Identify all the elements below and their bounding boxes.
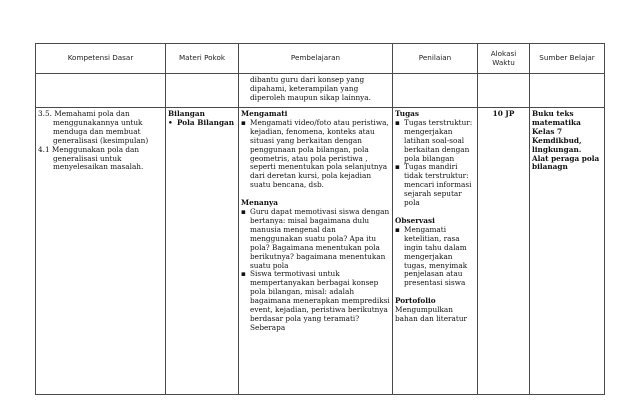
cont-sumber-cell: [530, 74, 605, 108]
header-materi-pokok: Materi Pokok: [166, 44, 239, 74]
header-sumber-belajar: Sumber Belajar: [530, 44, 605, 74]
tugas-title: Tugas: [395, 109, 420, 118]
menanya-item-2: [241, 270, 390, 332]
square-bullet-icon: ▪: [395, 224, 400, 234]
header-alokasi-waktu: Alokasi Waktu: [478, 44, 530, 74]
materi-item: [168, 119, 236, 128]
kd-3-5: 3.5. Memahami pola dan menggunakannya untuk menduga dan membuat generalisasi (kesimpulan): [38, 109, 149, 145]
continuation-row: [36, 74, 605, 108]
portofolio-title: Portofolio: [395, 296, 436, 306]
header-row: [36, 44, 605, 74]
header-penilaian: Penilaian: [393, 44, 478, 74]
sumber-line-2: Alat peraga pola bilanagn: [532, 153, 600, 172]
mengamati-title: Mengamati: [241, 109, 288, 118]
mengamati-item: [241, 119, 390, 190]
square-bullet-icon: ▪: [241, 207, 246, 217]
sumber-line-1: Buku teks matematika Kelas 7 Kemdikbud, lingkungan.: [532, 109, 582, 154]
cont-materi-cell: [166, 74, 239, 108]
tugas-text-1: Tugas terstruktur: mengerjakan latihan soal-soal berkaitan dengan pola bilangan: [404, 117, 473, 163]
tugas-item-1: [395, 119, 475, 164]
cont-line-1: dibantu guru dari konsep yang: [250, 75, 365, 84]
observasi-title: Observasi: [395, 215, 435, 225]
kd-cell: [36, 108, 166, 395]
kd-4-1: 4.1 Menggunakan pola dan generalisasi untuk menyelesaikan masalah.: [38, 144, 144, 172]
pembelajaran-cell: [239, 108, 393, 395]
content-row: [36, 108, 605, 395]
sumber-cell: [530, 108, 605, 395]
alokasi-cell: 10 JP: [478, 108, 530, 395]
tugas-item-2: [395, 163, 475, 208]
cont-penilaian-cell: [393, 74, 478, 108]
menanya-item-1: [241, 208, 390, 270]
cont-kd-cell: [36, 74, 166, 108]
square-bullet-icon: ▪: [241, 117, 246, 127]
square-bullet-icon: ▪: [395, 162, 400, 172]
header-kompetensi-dasar: Kompetensi Dasar: [36, 44, 166, 74]
header-pembelajaran: Pembelajaran: [239, 44, 393, 74]
cont-line-3: diperoleh maupun sikap lainnya.: [250, 92, 371, 102]
menanya-text-2: Siswa termotivasi untuk mempertanyakan berbagai konsep pola bilangan, misal: adalah bagaimana menerapkan memprediksi event, kejadian, peristiwa berikutnya berdasar pola yang teramati? Seberapa: [250, 269, 390, 332]
materi-title: Bilangan: [168, 109, 205, 118]
observasi-item: [395, 226, 475, 288]
materi-cell: [166, 108, 239, 395]
bullet-icon: •: [168, 117, 173, 127]
mengamati-text: Mengamati video/foto atau peristiwa, kejadian, fenomena, konteks atau situasi yang berkaitan dengan penggunaan pola bilangan, pola geometris, atau pola peristiwa , seperti menentukan pola selanjutnya dari deretan kursi, pola kejadian suatu bencana, dsb.: [250, 117, 389, 190]
observasi-text: Mengamati ketelitian, rasa ingin tahu dalam mengerjakan tugas, menyimak penjelasan atau presentasi siswa: [404, 224, 468, 288]
cont-alokasi-cell: [478, 74, 530, 108]
cont-pembelajaran-cell: [239, 74, 393, 108]
menanya-text-1: Guru dapat memotivasi siswa dengan bertanya: misal bagaimana dulu manusia mengenal dan menggunakan suatu pola? Apa itu pola? Bagaimana menentukan pola berikutnya? bagaimana menentukan suatu pola: [250, 207, 390, 270]
square-bullet-icon: ▪: [395, 117, 400, 127]
penilaian-cell: [393, 108, 478, 395]
menanya-title: Menanya: [241, 198, 279, 208]
cont-line-2: dipahami, keterampilan yang: [250, 83, 359, 93]
materi-item-label: Pola Bilangan: [177, 117, 235, 127]
square-bullet-icon: ▪: [241, 269, 246, 279]
tugas-text-2: Tugas mandiri tidak terstruktur: mencari informasi sejarah seputar pola: [404, 162, 472, 208]
portofolio-text: Mengumpulkan bahan dan literatur: [395, 305, 468, 324]
syllabus-table: [35, 43, 605, 395]
